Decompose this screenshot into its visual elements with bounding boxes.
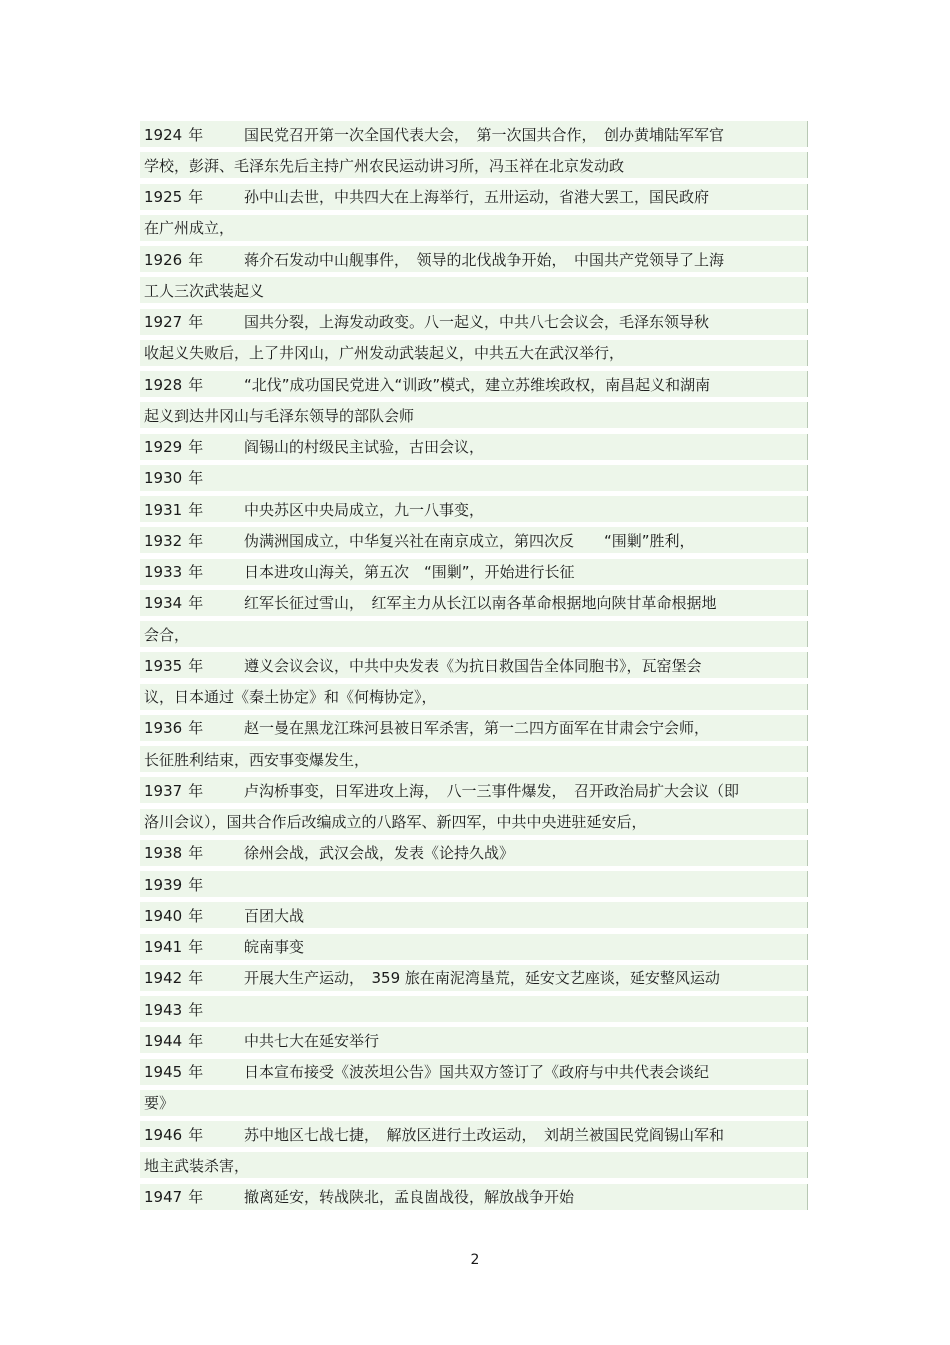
entry-year — [140, 967, 244, 988]
entry-year-unit: 年 — [188, 719, 204, 738]
entry-year-value: 1939 — [144, 875, 183, 894]
entry-text: 地主武装杀害， — [144, 1156, 250, 1175]
timeline-entry-row — [140, 652, 808, 678]
entry-year — [140, 1124, 244, 1145]
entry-year-unit: 年 — [188, 969, 204, 988]
entry-text: 开展大生产运动， 359 旅在南泥湾垦荒，延安文艺座谈，延安整风运动 — [244, 969, 720, 988]
entry-text: 阎锡山的村级民主试验，古田会议， — [244, 438, 485, 456]
entry-text: 遵义会议会议，中共中央发表《为抗日救国告全体同胞书》，瓦窑堡会 — [244, 656, 702, 675]
timeline-entry-row — [140, 934, 808, 960]
entry-year-value: 1945 — [144, 1063, 183, 1081]
entry-year-value: 1931 — [144, 500, 183, 519]
timeline-entry-row — [140, 496, 808, 522]
entry-year-value: 1934 — [144, 594, 183, 613]
entry-year — [140, 124, 244, 145]
entry-text: 国民党召开第一次全国代表大会， 第一次国共合作， 创办黄埔陆军军官 — [244, 125, 725, 144]
entry-year — [140, 249, 244, 270]
entry-year-unit: 年 — [188, 781, 204, 800]
entry-year-value: 1924 — [144, 125, 183, 144]
entry-year-value: 1941 — [144, 938, 183, 956]
timeline-entry-row — [140, 715, 808, 741]
entry-year-unit: 年 — [188, 1031, 204, 1050]
entry-text: 伪满洲国成立，中华复兴社在南京成立，第四次反 “围剿”胜利， — [244, 531, 695, 550]
entry-year-value: 1932 — [144, 531, 183, 550]
entry-year-value: 1938 — [144, 844, 183, 863]
entry-year-value: 1927 — [144, 313, 183, 331]
timeline-entry-row — [140, 840, 808, 866]
timeline-entry-row — [140, 527, 808, 553]
entry-text: 会合， — [144, 625, 190, 644]
entry-year-unit: 年 — [188, 875, 204, 894]
entry-year-unit: 年 — [188, 469, 204, 488]
entry-year-unit: 年 — [188, 438, 204, 456]
entry-year-unit: 年 — [188, 844, 204, 863]
timeline-continuation-row — [140, 1152, 808, 1178]
entry-year-value: 1946 — [144, 1125, 183, 1144]
timeline-continuation-row — [140, 746, 808, 772]
entry-year-value: 1944 — [144, 1031, 183, 1050]
entry-year-unit: 年 — [188, 906, 204, 925]
entry-year-unit: 年 — [188, 500, 204, 519]
entry-year — [140, 436, 244, 457]
entry-year — [140, 561, 244, 582]
timeline-continuation-row — [140, 340, 808, 366]
entry-year-unit: 年 — [188, 1125, 204, 1144]
entry-year — [140, 374, 244, 395]
entry-text: 日本宣布接受《波茨坦公告》国共双方签订了《政府与中共代表会谈纪 — [244, 1063, 710, 1081]
entry-year — [140, 499, 244, 520]
entry-year — [140, 655, 244, 676]
entry-year-unit: 年 — [188, 938, 204, 956]
entry-year-unit: 年 — [188, 188, 204, 206]
entry-year — [140, 780, 244, 801]
timeline-entry-row — [140, 465, 808, 491]
timeline-continuation-row — [140, 215, 808, 241]
entry-year — [140, 1030, 244, 1051]
timeline-entry-row — [140, 777, 808, 803]
timeline-continuation-row — [140, 621, 808, 647]
entry-text: 苏中地区七战七捷， 解放区进行土改运动， 刘胡兰被国民党阎锡山军和 — [244, 1125, 725, 1144]
entry-year — [140, 1061, 244, 1082]
entry-year-unit: 年 — [188, 1063, 204, 1081]
entry-year-unit: 年 — [188, 313, 204, 331]
timeline-entry-row — [140, 434, 808, 460]
entry-year-unit: 年 — [188, 1188, 204, 1206]
entry-text: 皖南事变 — [244, 938, 305, 956]
entry-year-unit: 年 — [188, 1000, 204, 1019]
entry-year-value: 1947 — [144, 1188, 183, 1206]
entry-year — [140, 905, 244, 926]
entry-year-unit: 年 — [188, 250, 204, 269]
timeline-continuation-row — [140, 152, 808, 178]
entry-year-value: 1933 — [144, 563, 183, 581]
timeline-entry-row — [140, 996, 808, 1022]
entry-year — [140, 717, 244, 738]
entry-text: 起义到达井冈山与毛泽东领导的部队会师 — [144, 406, 415, 425]
entry-text: 中共七大在延安举行 — [244, 1031, 380, 1050]
timeline-continuation-row — [140, 684, 808, 710]
entry-text: 蒋介石发动中山舰事件， 领导的北伐战争开始， 中国共产党领导了上海 — [244, 250, 725, 269]
entry-year-value: 1943 — [144, 1000, 183, 1019]
timeline-list — [140, 121, 808, 1215]
entry-year — [140, 311, 244, 332]
entry-text: 卢沟桥事变，日军进攻上海， 八一三事件爆发， 召开政治局扩大会议（即 — [244, 781, 740, 800]
entry-year-unit: 年 — [188, 594, 204, 613]
entry-year — [140, 874, 244, 895]
entry-text: 撤离延安，转战陕北，孟良崮战役，解放战争开始 — [244, 1188, 575, 1206]
timeline-entry-row — [140, 965, 808, 991]
entry-year-unit: 年 — [188, 375, 204, 394]
entry-year — [140, 1186, 244, 1207]
entry-year-value: 1937 — [144, 781, 183, 800]
entry-year-unit: 年 — [188, 531, 204, 550]
entry-year-value: 1929 — [144, 438, 183, 456]
entry-year-value: 1936 — [144, 719, 183, 738]
timeline-entry-row — [140, 559, 808, 585]
page-number: 2 — [470, 1252, 480, 1268]
timeline-entry-row — [140, 121, 808, 147]
timeline-entry-row — [140, 309, 808, 335]
timeline-entry-row — [140, 1184, 808, 1210]
timeline-entry-row — [140, 184, 808, 210]
timeline-entry-row — [140, 246, 808, 272]
entry-text: 学校，彭湃、毛泽东先后主持广州农民运动讲习所，冯玉祥在北京发动政 — [144, 156, 625, 175]
entry-text: 工人三次武装起义 — [144, 281, 265, 300]
entry-year-value: 1926 — [144, 250, 183, 269]
timeline-continuation-row — [140, 809, 808, 835]
entry-text: 赵一曼在黑龙江珠河县被日军杀害，第一二四方面军在甘肃会宁会师， — [244, 719, 710, 738]
entry-text: 日本进攻山海关，第五次 “围剿”，开始进行长征 — [244, 563, 575, 581]
timeline-entry-row — [140, 1121, 808, 1147]
entry-text: 收起义失败后，上了井冈山，广州发动武装起义，中共五大在武汉举行， — [144, 344, 625, 363]
entry-text: 议，日本通过《秦土协定》和《何梅协定》， — [144, 688, 437, 706]
entry-year-value: 1942 — [144, 969, 183, 988]
entry-year-unit: 年 — [188, 656, 204, 675]
entry-year — [140, 530, 244, 551]
entry-text: “北伐”成功国民党进入“训政”模式，建立苏维埃政权，南昌起义和湖南 — [244, 375, 711, 394]
entry-year-value: 1930 — [144, 469, 183, 488]
entry-text: 在广州成立， — [144, 219, 235, 238]
entry-year — [140, 467, 244, 488]
entry-text: 百团大战 — [244, 906, 305, 925]
entry-year — [140, 186, 244, 207]
entry-text: 国共分裂，上海发动政变。八一起义，中共八七会议会，毛泽东领导秋 — [244, 313, 710, 331]
timeline-entry-row — [140, 871, 808, 897]
timeline-entry-row — [140, 1059, 808, 1085]
timeline-entry-row — [140, 590, 808, 616]
timeline-continuation-row — [140, 402, 808, 428]
timeline-continuation-row — [140, 1090, 808, 1116]
timeline-entry-row — [140, 1027, 808, 1053]
entry-text: 洛川会议），国共合作后改编成立的八路军、新四军，中共中央进驻延安后， — [144, 813, 647, 831]
entry-year-unit: 年 — [188, 563, 204, 581]
entry-year-value: 1928 — [144, 375, 183, 394]
entry-text: 红军长征过雪山， 红军主力从长江以南各革命根据地向陕甘革命根据地 — [244, 594, 717, 613]
entry-year-value: 1940 — [144, 906, 183, 925]
entry-year — [140, 842, 244, 863]
timeline-continuation-row — [140, 277, 808, 303]
entry-year — [140, 936, 244, 957]
entry-year — [140, 999, 244, 1020]
entry-year — [140, 592, 244, 613]
entry-text: 徐州会战，武汉会战，发表《论持久战》 — [244, 844, 515, 863]
entry-text: 中央苏区中央局成立，九一八事变， — [244, 500, 485, 519]
timeline-entry-row — [140, 371, 808, 397]
entry-text: 孙中山去世，中共四大在上海举行，五卅运动，省港大罢工，国民政府 — [244, 188, 710, 206]
entry-year-value: 1935 — [144, 656, 183, 675]
entry-year-unit: 年 — [188, 125, 204, 144]
entry-text: 长征胜利结束，西安事变爆发生， — [144, 750, 370, 769]
timeline-entry-row — [140, 902, 808, 928]
entry-text: 要》 — [144, 1094, 175, 1113]
entry-year-value: 1925 — [144, 188, 183, 206]
